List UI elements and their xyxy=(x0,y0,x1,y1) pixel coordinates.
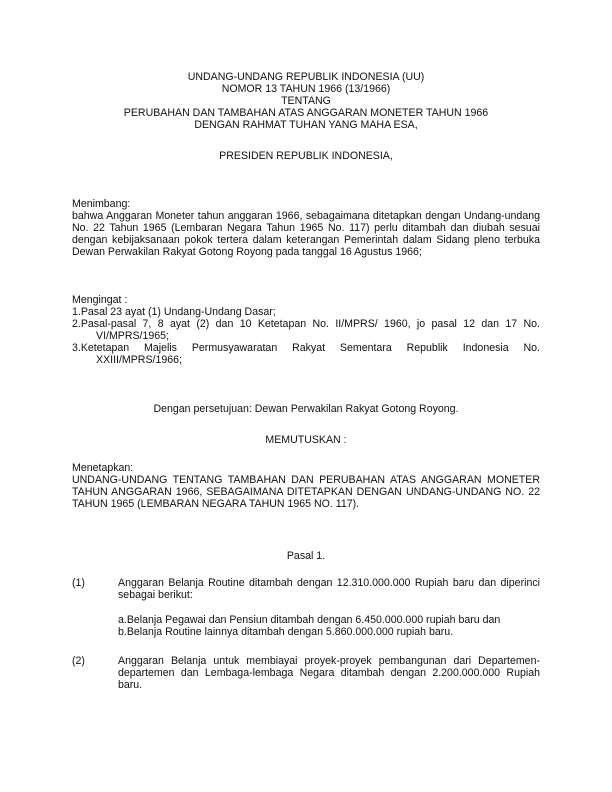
item-text: Anggaran Belanja untuk membiayai proyek-proyek pembangunan dari Departemen-departemen dan Lembaga-lembaga Negara ditambah dengan 2.200.000.000 Rupiah baru. xyxy=(118,655,540,691)
pasal-1-title: Pasal 1. xyxy=(286,550,326,562)
header-line: TENTANG xyxy=(281,95,331,107)
pasal-1-item-1 xyxy=(72,577,540,638)
menetapkan-label: Menetapkan: xyxy=(72,462,134,474)
menimbang-label: Menimbang: xyxy=(72,198,131,210)
menimbang-section xyxy=(72,198,540,258)
memutuskan-heading: MEMUTUSKAN : xyxy=(265,434,347,446)
menetapkan-text: UNDANG-UNDANG TENTANG TAMBAHAN DAN PERUBAHAN ATAS ANGGARAN MONETER TAHUN ANGGARAN 1966, SEBAGAIMANA DITETAPKAN DENGAN UNDANG-UNDANG NO. 22 TAHUN 1965 (LEMBARAN NEGARA TAHUN 1965 NO. 117). xyxy=(72,474,540,510)
sub-item: b.Belanja Routine lainnya ditambah dengan 5.860.000.000 rupiah baru. xyxy=(118,626,454,638)
header-line: UNDANG-UNDANG REPUBLIK INDONESIA (UU) xyxy=(187,71,425,83)
item-number: (2) xyxy=(72,655,85,667)
item-text: Anggaran Belanja Routine ditambah dengan 12.310.000.000 Rupiah baru dan diperinci sebagai berikut: xyxy=(118,577,540,601)
mengingat-item: 3.Ketetapan Majelis Permusyawaratan Rakyat Sementara Republik Indonesia No. XXIII/MPRS/1966; xyxy=(72,342,540,366)
header-line: PERUBAHAN DAN TAMBAHAN ATAS ANGGARAN MONETER TAHUN 1966 xyxy=(123,107,489,119)
mengingat-label: Mengingat : xyxy=(72,294,128,306)
menetapkan-section xyxy=(72,462,540,510)
mengingat-item: 1.Pasal 23 ayat (1) Undang-Undang Dasar; xyxy=(72,306,276,318)
document-header xyxy=(72,71,540,131)
sub-item: a.Belanja Pegawai dan Pensiun ditambah dengan 6.450.000.000 rupiah baru dan xyxy=(118,614,501,626)
persetujuan-line: Dengan persetujuan: Dewan Perwakilan Rakyat Gotong Royong. xyxy=(153,403,459,415)
header-line: DENGAN RAHMAT TUHAN YANG MAHA ESA, xyxy=(194,119,418,131)
pasal-1-item-2 xyxy=(72,655,540,691)
president-line: PRESIDEN REPUBLIK INDONESIA, xyxy=(219,150,393,162)
header-line: NOMOR 13 TAHUN 1966 (13/1966) xyxy=(221,83,391,95)
mengingat-section xyxy=(72,294,540,366)
mengingat-item: 2.Pasal-pasal 7, 8 ayat (2) dan 10 Ketetapan No. II/MPRS/ 1960, jo pasal 12 dan 17 No. VI/MPRS/1965; xyxy=(72,318,540,342)
item-number: (1) xyxy=(72,577,85,589)
menimbang-text: bahwa Anggaran Moneter tahun anggaran 1966, sebagaimana ditetapkan dengan Undang-undang No. 22 Tahun 1965 (Lembaran Negara Tahun 1965 No. 117) perlu ditambah dan diubah sesuai dengan kebijaksanaan pokok tertera dalam keterangan Pemerintah dalam Sidang pleno terbuka Dewan Perwakilan Rakyat Gotong Royong pada tanggal 16 Agustus 1966; xyxy=(72,210,540,258)
